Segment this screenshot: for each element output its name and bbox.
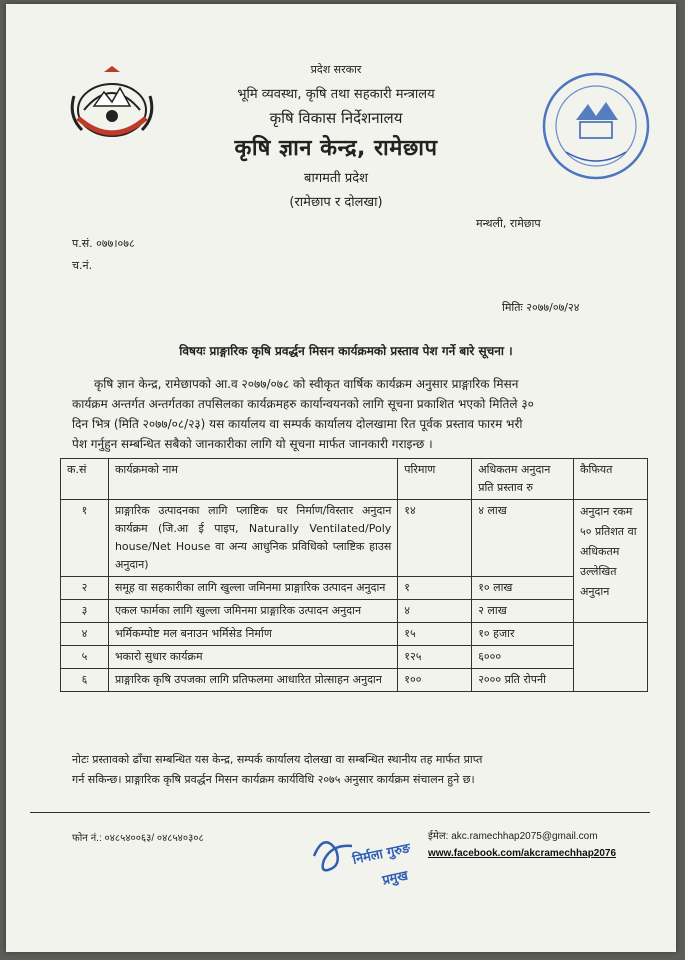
- signature-name: निर्मला गुरुङ: [351, 841, 412, 868]
- row-quantity: १४: [398, 500, 472, 577]
- row-sn: १: [61, 500, 109, 577]
- row-program-name: एकल फार्मका लागि खुल्ला जमिनमा प्राङ्गारिक उत्पादन अनुदान: [108, 600, 397, 623]
- row-amount: २००० प्रति रोपनी: [472, 669, 574, 692]
- body-line: दिन भित्र (मिति २०७७/०८/२३) यस कार्यालय वा सम्पर्क कार्यालय दोलखामा रित पूर्वक प्रस्ताव फारम भरी: [72, 417, 523, 431]
- office-stamp-icon: [536, 60, 656, 190]
- header-cell-remark: कैफियत: [574, 459, 648, 500]
- row-sn: ६: [61, 669, 109, 692]
- row-amount: ४ लाख: [472, 500, 574, 577]
- program-table: [60, 458, 648, 692]
- row-quantity: १२५: [398, 646, 472, 669]
- body-line: पेश गर्नुहुन सम्बन्धित सबैको जानकारीका लागि यो सूचना मार्फत जानकारी गराइन्छ ।: [72, 437, 433, 451]
- row-amount: ६०००: [472, 646, 574, 669]
- row-quantity: १५: [398, 623, 472, 646]
- header-cell-name: कार्यक्रमको नाम: [108, 459, 397, 500]
- table-row: [61, 600, 648, 623]
- row-program-name: भकारो सुधार कार्यक्रम: [108, 646, 397, 669]
- table-header-row: [61, 459, 648, 500]
- table-row: [61, 500, 648, 577]
- reference-number: प.सं. ०७७।०७८: [72, 237, 135, 250]
- note-line: नोटः प्रस्तावको ढाँचा सम्बन्धित यस केन्द्र, सम्पर्क कार्यालय दोलखा वा सम्बन्धित स्थानीय तह मार्फत प्राप्त: [72, 753, 483, 766]
- row-amount: १० लाख: [472, 577, 574, 600]
- letter-body: [72, 374, 648, 454]
- table-row: [61, 577, 648, 600]
- row-sn: ४: [61, 623, 109, 646]
- header-line-office: कृषि ज्ञान केन्द्र, रामेछाप: [234, 136, 438, 161]
- row-program-name: प्राङ्गारिक कृषि उपजका लागि प्रतिफलमा आधारित प्रोत्साहन अनुदान: [108, 669, 397, 692]
- header-line-ministry: भूमि व्यवस्था, कृषि तथा सहकारी मन्त्रालय: [237, 87, 435, 102]
- row-sn: ३: [61, 600, 109, 623]
- dispatch-number: च.नं.: [72, 259, 93, 272]
- document-page: [6, 4, 676, 952]
- letter-note: [72, 750, 648, 790]
- row-sn: ५: [61, 646, 109, 669]
- header-line-province: बागमती प्रदेश: [304, 171, 368, 186]
- signature-title: प्रमुख: [381, 868, 410, 889]
- footer-divider: [30, 812, 650, 813]
- footer-facebook-link[interactable]: www.facebook.com/akcramechhap2076: [428, 848, 617, 859]
- note-line: गर्न सकिन्छ। प्राङ्गारिक कृषि प्रवर्द्धन मिसन कार्यक्रम कार्यविधि २०७५ अनुसार कार्यक्रम संचालन हुने छ।: [72, 773, 475, 786]
- table-row: [61, 669, 648, 692]
- footer-phone: फोन नं.: ०४८५४००६३/ ०४८५४०३०८: [72, 833, 204, 844]
- body-line: कार्यक्रम अन्तर्गत अन्तर्गतका तपसिलका कार्यक्रमहरु कार्यान्वयनको लागि सूचना प्रकाशित भएको मितिले ३०: [72, 397, 534, 411]
- header-line-districts: (रामेछाप र दोलखा): [289, 195, 383, 210]
- row-remark-empty: [574, 623, 648, 692]
- header-cell-qty: परिमाण: [398, 459, 472, 500]
- row-quantity: १: [398, 577, 472, 600]
- body-line: कृषि ज्ञान केन्द्र, रामेछापको आ.व २०७७/०७८ को स्वीकृत वार्षिक कार्यक्रम अनुसार प्राङ्गारिक मिसन: [94, 377, 519, 391]
- row-program-name: प्राङ्गारिक उत्पादनका लागि प्लाष्टिक घर निर्माण/विस्तार अनुदान कार्यक्रम (जि.आ ई पाइप, Naturally Ventilated/Poly house/Net House वा अन्य आधुनिक प्रविधिको प्लाष्टिक हाउस अनुदान): [108, 500, 397, 577]
- location-text: मन्थली, रामेछाप: [476, 217, 541, 230]
- letter-date: मितिः २०७७/०७/२४: [502, 301, 580, 314]
- header-line-government: प्रदेश सरकार: [310, 63, 362, 76]
- table-row: [61, 623, 648, 646]
- header-line-directorate: कृषि विकास निर्देशनालय: [269, 109, 403, 127]
- letter-subject: विषयः प्राङ्गारिक कृषि प्रवर्द्धन मिसन कार्यक्रमको प्रस्ताव पेश गर्ने बारे सूचना ।: [179, 344, 513, 358]
- row-program-name: समूह वा सहकारीका लागि खुल्ला जमिनमा प्राङ्गारिक उत्पादन अनुदान: [108, 577, 397, 600]
- row-quantity: ४: [398, 600, 472, 623]
- row-amount: १० हजार: [472, 623, 574, 646]
- row-program-name: भर्मिकम्पोष्ट मल बनाउन भर्मिसेड निर्माण: [108, 623, 397, 646]
- header-cell-amount: अधिकतम अनुदान प्रति प्रस्ताव रु: [472, 459, 574, 500]
- row-quantity: १००: [398, 669, 472, 692]
- footer-email: ईमेल: akc.ramechhap2075@gmail.com: [428, 831, 598, 842]
- row-sn: २: [61, 577, 109, 600]
- header-cell-sn: क.सं: [61, 459, 109, 500]
- row-remark: अनुदान रकम ५० प्रतिशत वा अधिकतम उल्लेखित अनुदान: [574, 500, 648, 623]
- table-row: [61, 646, 648, 669]
- row-amount: २ लाख: [472, 600, 574, 623]
